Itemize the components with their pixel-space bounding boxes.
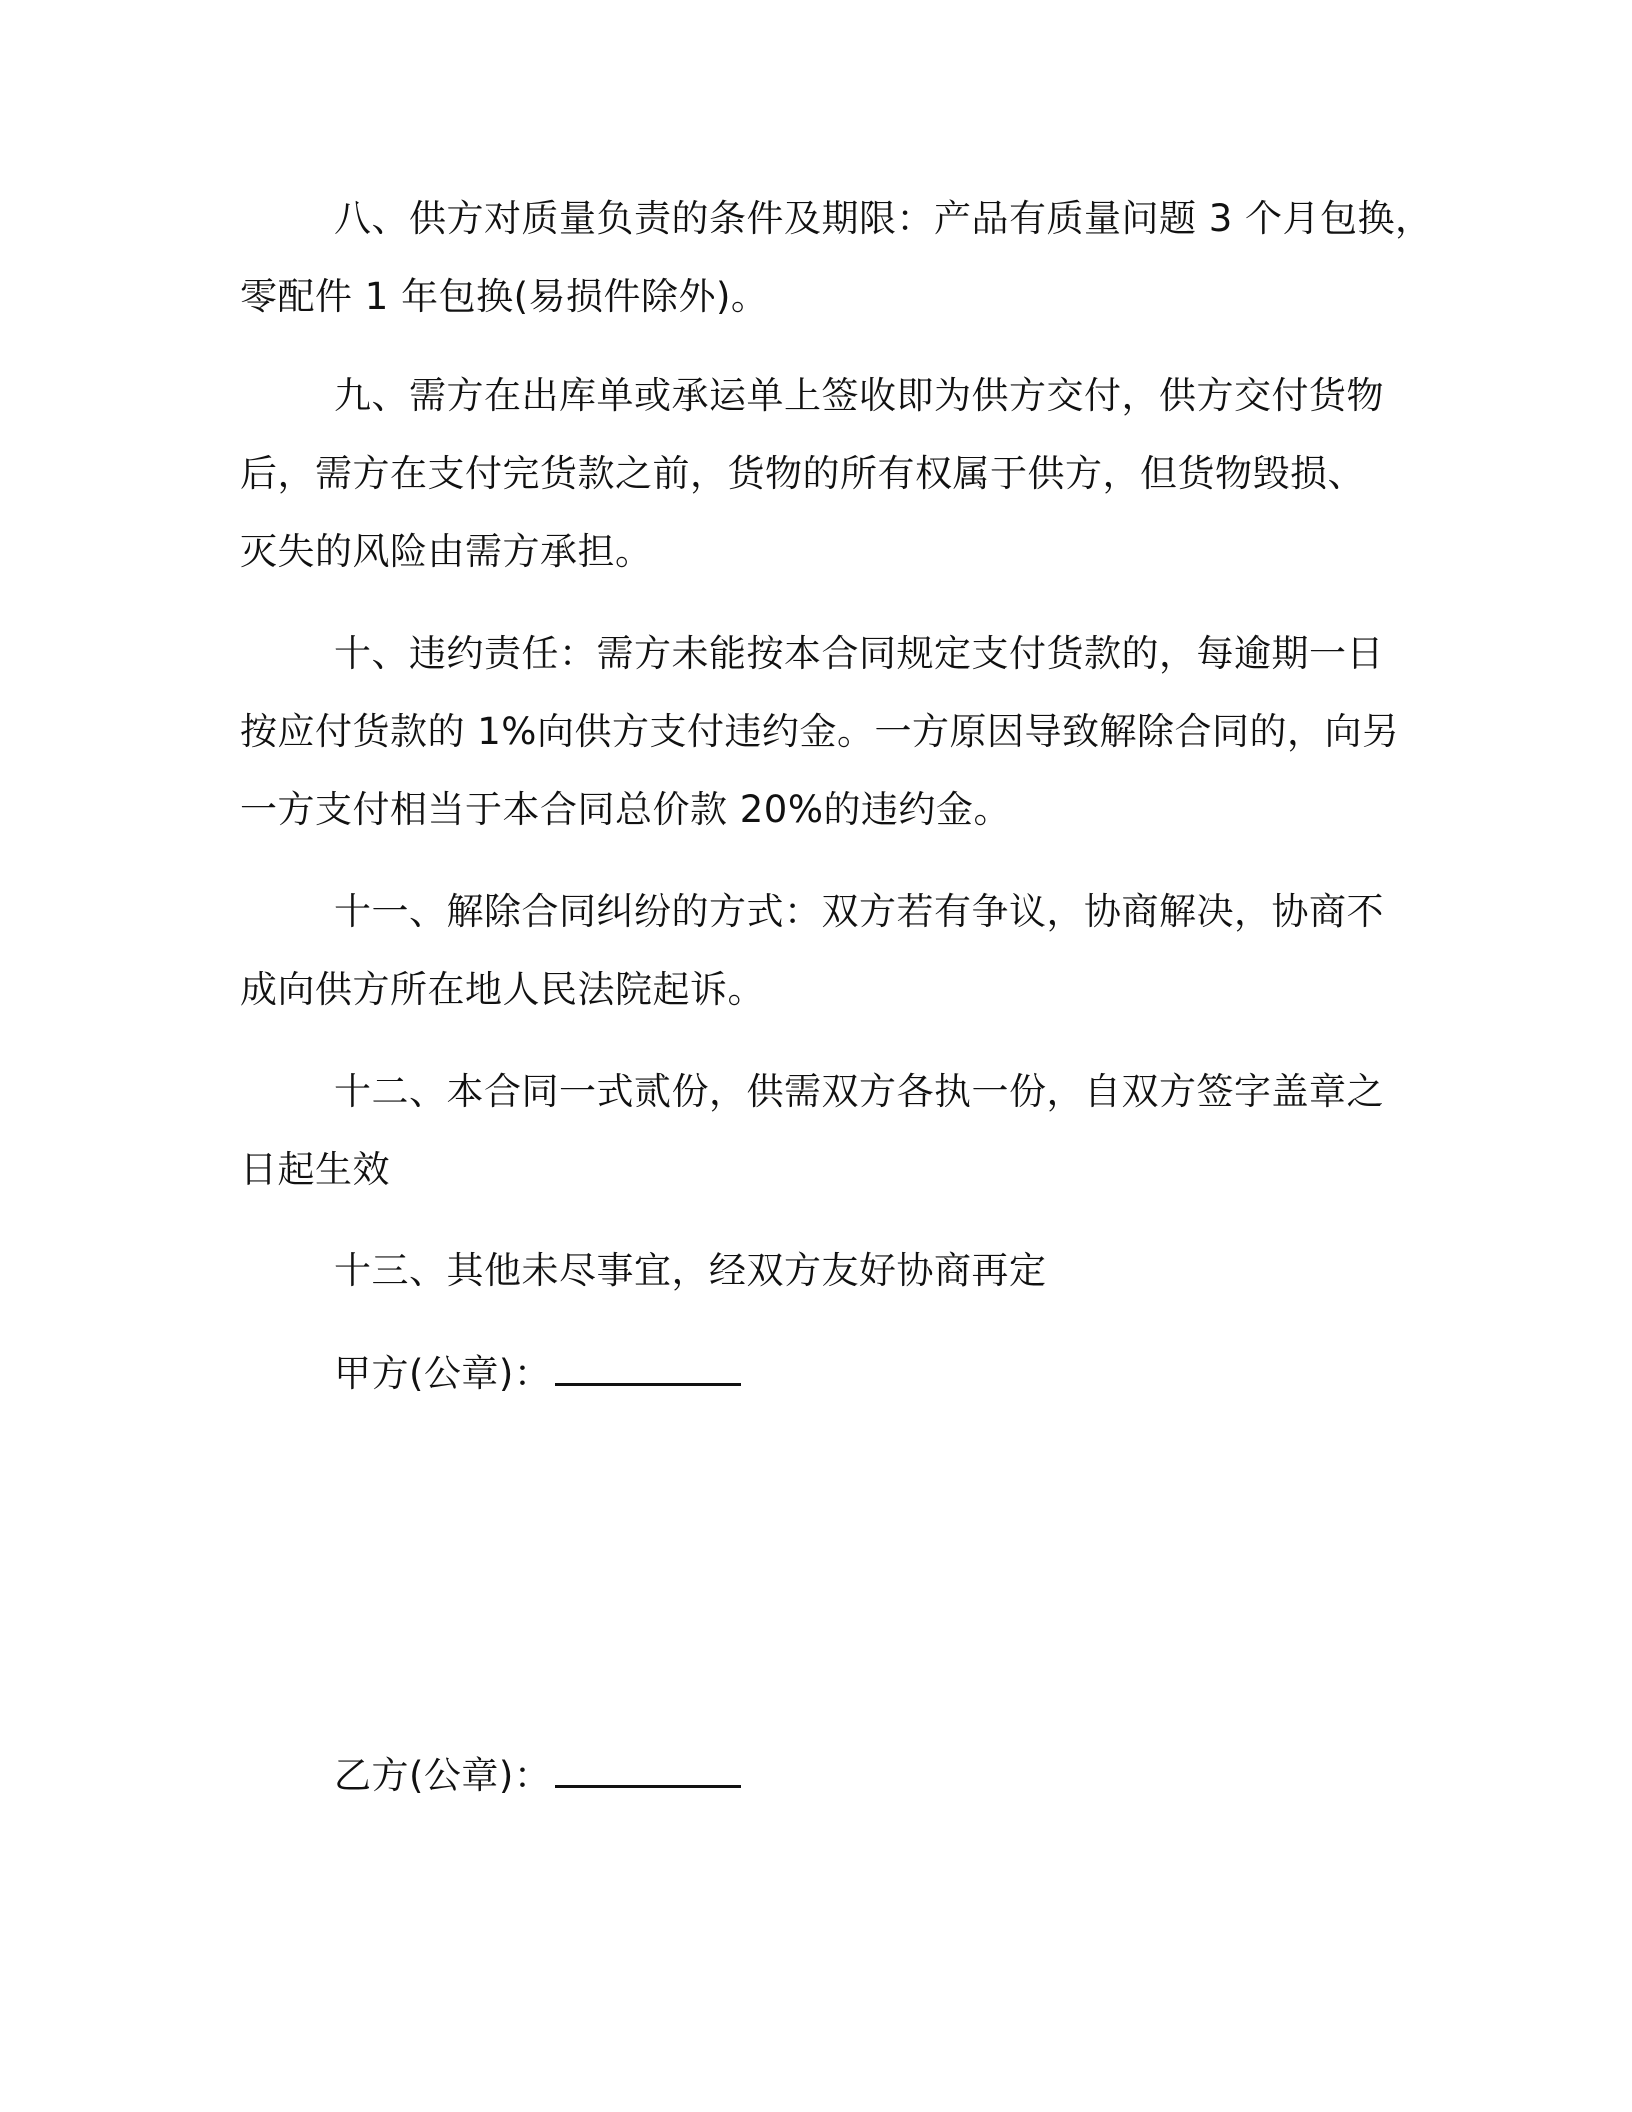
clause-line: 一方支付相当于本合同总价款 20%的违约金。 <box>240 788 1011 831</box>
clause-line: 十、违约责任：需方未能按本合同规定支付货款的，每逾期一日 <box>334 632 1384 675</box>
clause-line: 零配件 1 年包换(易损件除外)。 <box>240 275 769 318</box>
party-a-signature-blank[interactable] <box>555 1357 741 1386</box>
clause-11 <box>240 873 1390 1029</box>
clause-8 <box>240 180 1433 336</box>
clause-9 <box>240 357 1390 591</box>
clause-13 <box>240 1232 1390 1310</box>
clause-line: 十一、解除合同纠纷的方式：双方若有争议，协商解决，协商不 <box>334 890 1384 933</box>
clause-line: 日起生效 <box>240 1148 390 1191</box>
party-b-signature <box>334 1737 741 1815</box>
clause-line: 灭失的风险由需方承担。 <box>240 530 653 573</box>
clause-line: 十三、其他未尽事宜，经双方友好协商再定 <box>334 1249 1047 1292</box>
clause-line: 八、供方对质量负责的条件及期限：产品有质量问题 3 个月包换， <box>334 197 1433 240</box>
clause-12 <box>240 1053 1390 1209</box>
clause-line: 九、需方在出库单或承运单上签收即为供方交付，供方交付货物 <box>334 374 1384 417</box>
clause-10 <box>240 615 1400 849</box>
party-b-signature-blank[interactable] <box>555 1759 741 1788</box>
party-a-label: 甲方(公章)： <box>334 1352 552 1395</box>
clause-line: 按应付货款的 1%向供方支付违约金。一方原因导致解除合同的，向另 <box>240 710 1400 753</box>
party-b-label: 乙方(公章)： <box>334 1754 552 1797</box>
clause-line: 成向供方所在地人民法院起诉。 <box>240 968 765 1011</box>
party-a-signature <box>334 1335 741 1413</box>
clause-line: 十二、本合同一式贰份，供需双方各执一份，自双方签字盖章之 <box>334 1070 1384 1113</box>
clause-line: 后，需方在支付完货款之前，货物的所有权属于供方，但货物毁损、 <box>240 452 1365 495</box>
